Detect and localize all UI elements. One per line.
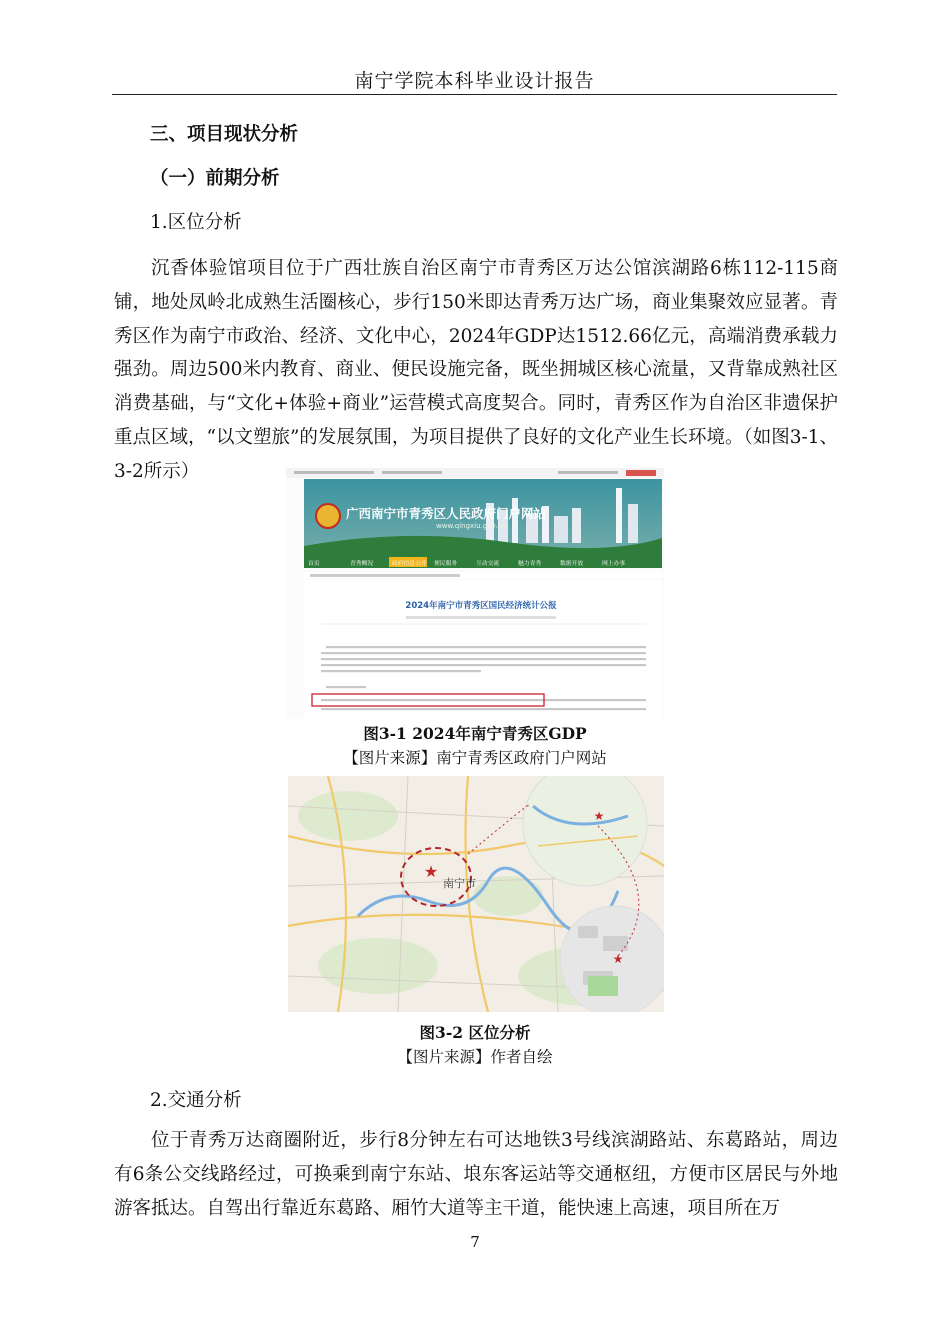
website-nav-item: 魅力青秀 [518, 561, 542, 567]
website-nav-item: 网上办事 [602, 561, 626, 567]
figure2-source: 【图片来源】作者自绘 [397, 1048, 553, 1066]
item-heading-location: 1.区位分析 [150, 212, 242, 233]
paragraph-location: 沉香体验馆项目位于广西壮族自治区南宁市青秀区万达公馆滨湖路6栋112-115商铺，地处凤岭北成熟生活圈核心，步行150米即达青秀万达广场，商业集聚效应显著。青秀区作为南宁市政治、经济、文化中心，2024年GDP达1512.66亿元，高端消费承载力强劲。周边500米内教育、商业、便民设施完备，既坐拥城区核心流量，又背靠成熟社区消费基础，与“文化+体验+商业”运营模式高度契合。同时，青秀区作为自治区非遗保护重点区域，“以文塑旅”的发展氛围，为项目提供了良好的文化产业生长环境。（如图3-1、3-2所示） [114, 258, 838, 482]
map-label-nanning: 南宁市 [443, 877, 476, 890]
paragraph-traffic: 位于青秀万达商圈附近，步行8分钟左右可达地铁3号线滨湖路站、东葛路站，周边有6条公交线路经过，可换乘到南宁东站、埌东客运站等交通枢纽，方便市区居民与外地游客抵达。自驾出行靠近东葛路、厢竹大道等主干道，能快速上高速，项目所在万 [114, 1130, 838, 1219]
website-nav-item: 便民服务 [434, 561, 458, 567]
website-nav-item: 首页 [308, 561, 320, 567]
page-number: 7 [470, 1233, 480, 1251]
inset2-star-icon: ★ [612, 952, 624, 966]
banner-url: www.qingxiu.gov.cn [436, 522, 506, 530]
website-screenshot [286, 468, 664, 719]
figure1-caption: 图3-1 2024年南宁青秀区GDP [363, 724, 587, 743]
website-nav-item: 互动交流 [476, 561, 500, 567]
website-nav-item: 政府信息公开 [392, 561, 427, 567]
article-title: 2024年南宁市青秀区国民经济统计公报 [405, 601, 557, 611]
figure-gov-website [286, 468, 664, 719]
website-nav-item: 青秀概况 [350, 561, 374, 567]
sub-heading: （一）前期分析 [150, 168, 280, 189]
item-heading-traffic: 2.交通分析 [150, 1090, 242, 1111]
website-nav-item: 数据开放 [560, 561, 584, 567]
map-star-icon: ★ [423, 862, 439, 881]
inset1-star-icon: ★ [593, 809, 605, 823]
figure2-caption: 图3-2 区位分析 [419, 1023, 531, 1042]
location-map [288, 776, 664, 1012]
figure1-source: 【图片来源】南宁青秀区政府门户网站 [343, 749, 607, 767]
figure-location-map [288, 776, 664, 1012]
header-rule [112, 94, 837, 95]
section-heading: 三、项目现状分析 [150, 124, 299, 145]
running-header: 南宁学院本科毕业设计报告 [354, 70, 595, 92]
banner-title: 广西南宁市青秀区人民政府门户网站 [346, 506, 547, 521]
